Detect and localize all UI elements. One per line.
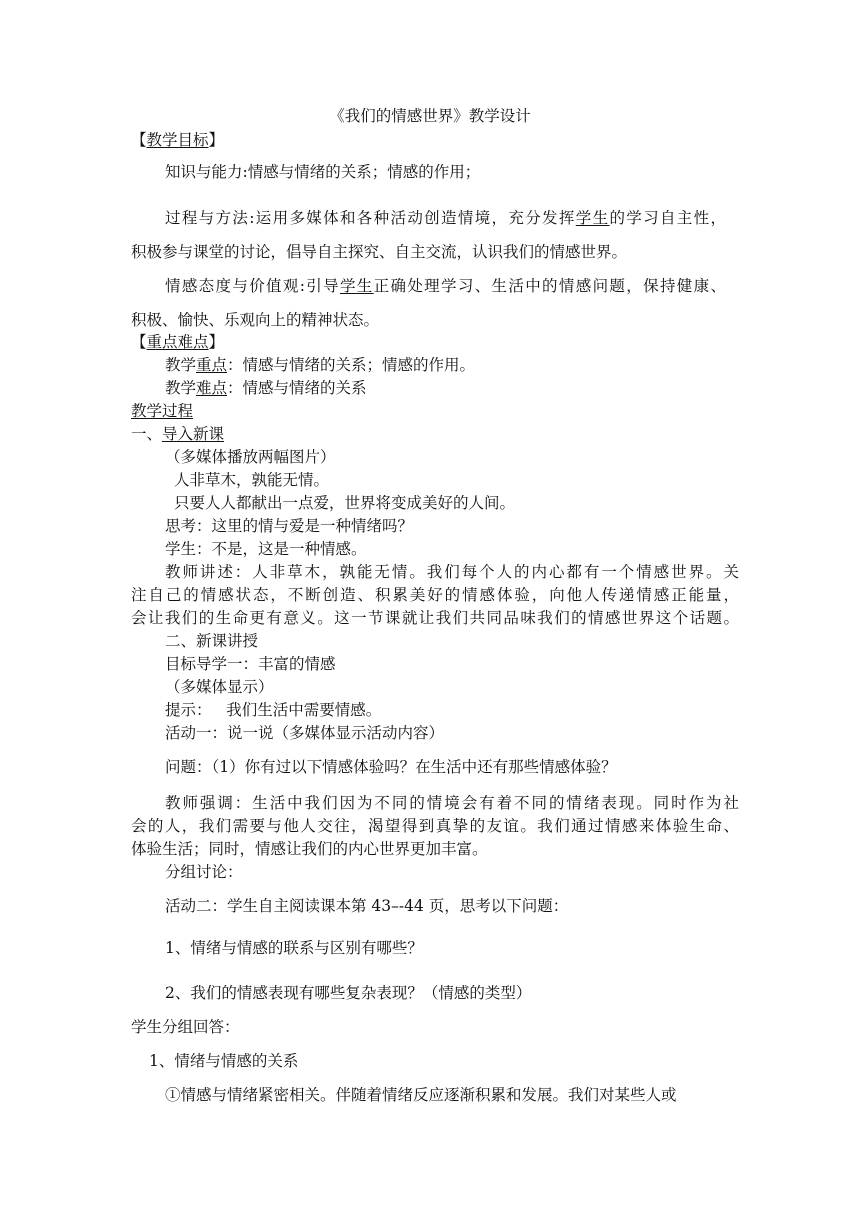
section-intro-heading	[131, 424, 224, 444]
paragraph: 人非草木，孰能无情。	[174, 471, 330, 489]
paragraph: 会让我们的生命更有意义。这一节课就让我们共同品味我们的情感世界这个话题。	[131, 609, 739, 627]
underlined-text: 学生	[339, 277, 374, 295]
goal-process-line2: 积极参与课堂的讨论，倡导自主探究、自主交流，认识我们的情感世界。	[131, 243, 628, 261]
paragraph: 活动一：说一说（多媒体显示活动内容）	[165, 724, 445, 742]
process-heading: 教学过程	[131, 402, 194, 420]
bracket-right: 】	[208, 131, 225, 149]
paragraph: 活动二：学生自主阅读课本第 43–-44 页，思考以下问题：	[165, 897, 569, 915]
paragraph: 只要人人都献出一点爱，世界将变成美好的人间。	[174, 494, 516, 512]
bracket-left: 【	[131, 131, 147, 149]
difficult-point	[165, 378, 367, 398]
section-new-lesson-heading: 二、新课讲授	[165, 632, 259, 650]
underlined-text: 难点	[196, 379, 228, 397]
text: 一、	[131, 425, 163, 443]
text: ：情感与情绪的关系；情感的作用。	[227, 356, 476, 374]
bracket-left: 【	[131, 333, 147, 351]
paragraph: 教师讲述：人非草木，孰能无情。我们每个人的内心都有一个情感世界。关	[165, 563, 739, 581]
underlined-text: 学生	[575, 209, 610, 227]
section-heading-objectives	[131, 130, 224, 150]
paragraph: 问题：（1）你有过以下情感体验吗？在生活中还有那些情感体验？	[165, 758, 617, 776]
text: 教学	[165, 379, 197, 397]
paragraph: 教师强调：生活中我们因为不同的情境会有着不同的情绪表现。同时作为社	[165, 794, 739, 812]
paragraph: 思考：这里的情与爱是一种情绪吗？	[165, 517, 414, 535]
text: 教学	[165, 356, 197, 374]
paragraph: 提示： 我们生活中需要情感。	[165, 701, 382, 719]
text: 情感态度与价值观:引导	[165, 277, 340, 295]
key-point	[165, 355, 475, 375]
text: 正确处理学习、生活中的情感问题，保持健康、	[373, 277, 726, 295]
underlined-text: 重点	[196, 356, 228, 374]
paragraph: 目标导学一：丰富的情感	[165, 655, 336, 673]
heading-text: 重点难点	[146, 333, 209, 351]
paragraph: 注自己的情感状态，不断创造、积累美好的情感体验，向他人传递情感正能量，	[131, 586, 739, 604]
paragraph: 体验生活；同时，情感让我们的内心世界更加丰富。	[131, 840, 488, 858]
paragraph: （多媒体显示）	[165, 678, 274, 696]
paragraph: ①情感与情绪紧密相关。伴随着情绪反应逐渐积累和发展。我们对某些人或	[165, 1086, 677, 1104]
paragraph: 1、情绪与情感的关系	[149, 1052, 299, 1070]
section-heading-keypoints	[131, 332, 224, 352]
goal-emotion-line2: 积极、愉快、乐观向上的精神状态。	[131, 311, 380, 329]
question-item: 1、情绪与情感的联系与区别有哪些？	[165, 939, 423, 957]
goal-knowledge: 知识与能力:情感与情绪的关系；情感的作用；	[165, 163, 481, 181]
document-title: 《我们的情感世界》教学设计	[329, 107, 531, 125]
text: 的学习自主性，	[609, 209, 726, 227]
underlined-text: 导入新课	[162, 425, 225, 443]
paragraph: （多媒体播放两幅图片）	[165, 448, 336, 466]
paragraph: 分组讨论：	[165, 863, 243, 881]
paragraph: 学生分组回答：	[131, 1018, 240, 1036]
heading-text: 教学目标	[146, 131, 209, 149]
paragraph: 学生：不是，这是一种情感。	[165, 540, 367, 558]
text: ：情感与情绪的关系	[227, 379, 367, 397]
goal-process-line1	[165, 208, 726, 228]
paragraph: 会的人，我们需要与他人交往，渴望得到真挚的友谊。我们通过情感来体验生命、	[131, 817, 739, 835]
question-item: 2、我们的情感表现有哪些复杂表现？（情感的类型）	[165, 984, 532, 1002]
text: 过程与方法:运用多媒体和各种活动创造情境，充分发挥	[165, 209, 576, 227]
bracket-right: 】	[208, 333, 225, 351]
goal-emotion-line1	[165, 276, 726, 296]
